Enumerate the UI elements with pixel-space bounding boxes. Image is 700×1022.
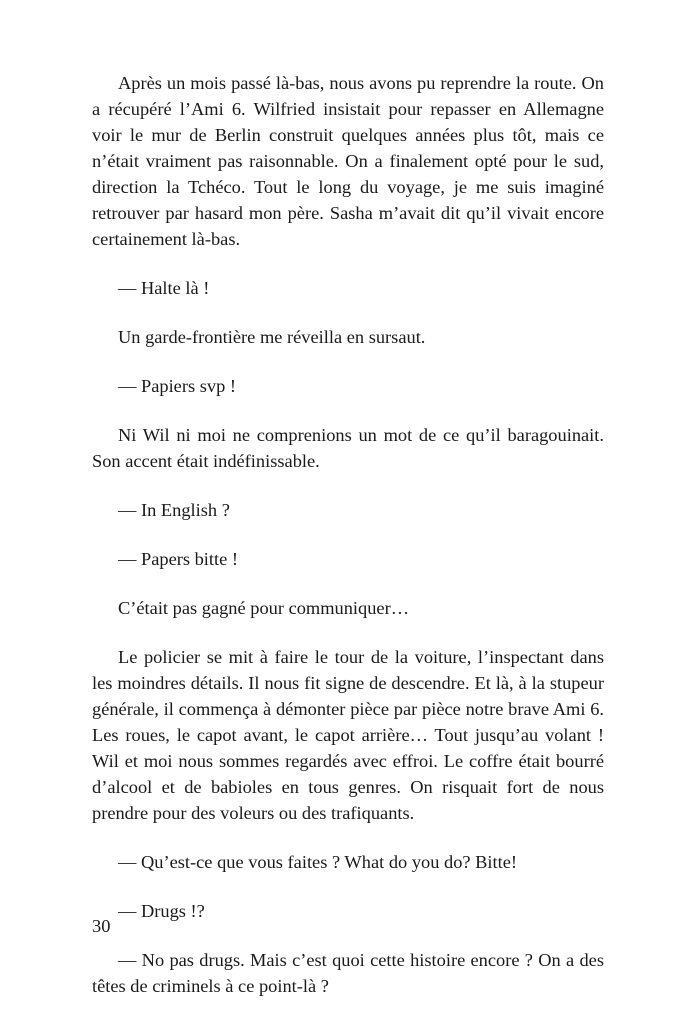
paragraph: Après un mois passé là-bas, nous avons pu reprendre la route. On a récupéré l’Ami 6. Wilfried insistait pour repasser en Allemagne voir le mur de Berlin construit quelques années plus tôt, mais ce n’était vraiment pas raisonnable. On a finalement opté pour le sud, direction la Tchéco. Tout le long du voyage, je me suis imaginé retrouver par hasard mon père. Sasha m’avait dit qu’il vivait encore certainement là-bas. (92, 73, 604, 249)
paragraph: C’était pas gagné pour communiquer… (118, 598, 410, 618)
dialogue-line: — Papers bitte ! (118, 549, 239, 569)
body-text (92, 70, 604, 1022)
paragraph: Ni Wil ni moi ne comprenions un mot de ce qu’il baragouinait. Son accent était indéfinissable. (92, 425, 604, 471)
paragraph: Le policier se mit à faire le tour de la voiture, l’inspectant dans les moindres détails. Il nous fit signe de descendre. Et là, à la stupeur générale, il commença à démonter pièce par pièce notre brave Ami 6. Les roues, le capot avant, le capot arrière… Tout jusqu’au volant ! Wil et moi nous sommes regardés avec effroi. Le coffre était bourré d’alcool et de babioles en tous genres. On risquait fort de nous prendre pour des voleurs ou des trafiquants. (92, 647, 604, 823)
dialogue-line: — Drugs !? (118, 901, 205, 921)
dialogue-line: — No pas drugs. Mais c’est quoi cette histoire encore ? On a des têtes de criminels à ce point-là ? (92, 950, 604, 996)
dialogue-line: — Halte là ! (118, 278, 210, 298)
page-number: 30 (92, 916, 111, 936)
dialogue-line: — Papiers svp ! (118, 376, 236, 396)
paragraph: Un garde-frontière me réveilla en sursaut. (118, 327, 426, 347)
dialogue-line: — In English ? (118, 500, 230, 520)
dialogue-line: — Qu’est-ce que vous faites ? What do you do? Bitte! (118, 852, 518, 872)
